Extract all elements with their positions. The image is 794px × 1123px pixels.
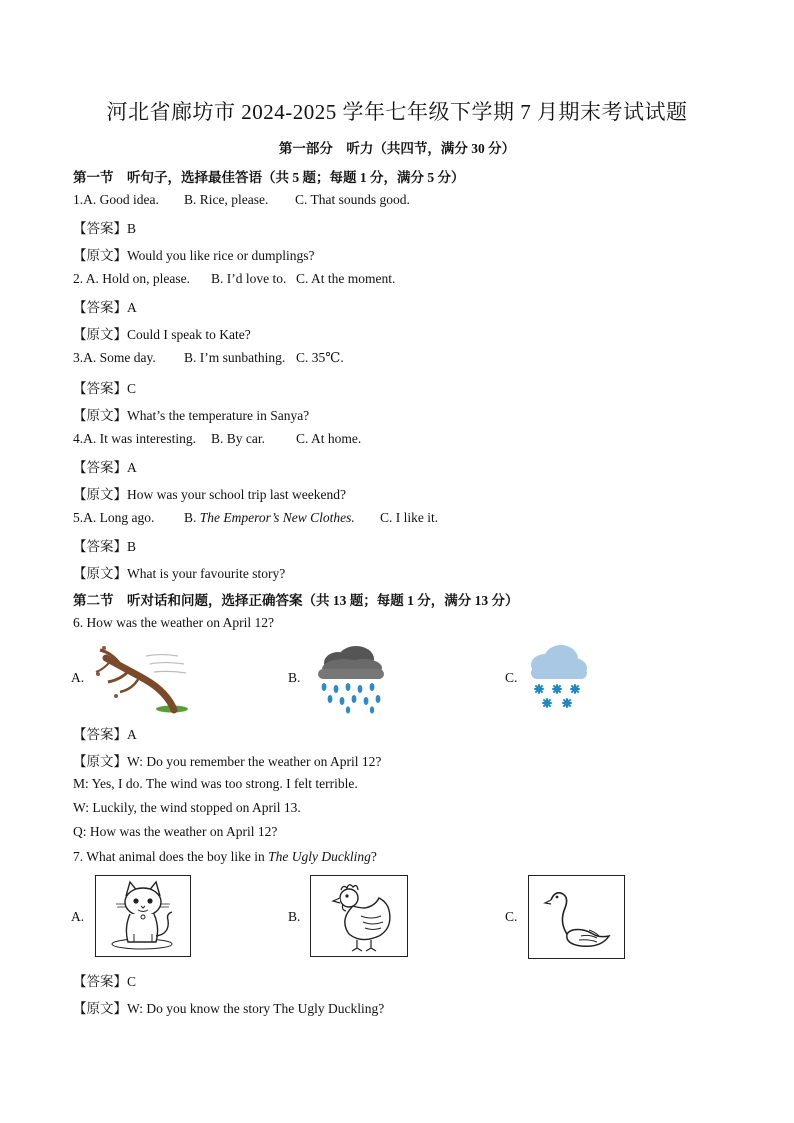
q6-label-a: A.: [71, 670, 85, 685]
dialogue-6-line-3: Q: How was the weather on April 12?: [73, 824, 278, 839]
windy-tree-picture: [94, 644, 190, 714]
q6-label-c: C.: [505, 670, 518, 685]
question-6: 6. How was the weather on April 12?: [73, 615, 274, 630]
q7-text: 7. What animal does the boy like in: [73, 849, 269, 864]
q7-label-a: A.: [71, 909, 85, 924]
transcript-6: 【原文】W: Do you remember the weather on April 12?: [73, 754, 382, 769]
answer-6: 【答案】A: [73, 727, 137, 742]
question-7: [73, 849, 377, 865]
cat-icon: [96, 876, 190, 956]
q7-question-mark: ?: [370, 849, 377, 864]
q3-option-a: 3.A. Some day.: [73, 350, 156, 365]
q1-option-b: B. Rice, please.: [184, 192, 269, 207]
q4-option-a: 4.A. It was interesting.: [73, 431, 196, 446]
q5-option-a: 5.A. Long ago.: [73, 510, 155, 525]
q7-label-c: C.: [505, 909, 518, 924]
q7-label-b: B.: [288, 909, 301, 924]
swan-picture: [528, 875, 625, 959]
answer-4: 【答案】A: [73, 460, 137, 475]
section2-heading: 第二节 听对话和问题，选择正确答案（共 13 题；每题 1 分，满分 13 分）: [73, 593, 519, 608]
transcript-7: 【原文】W: Do you know the story The Ugly Duckling?: [73, 1001, 385, 1016]
q2-option-a: 2. A. Hold on, please.: [73, 271, 190, 286]
q1-option-a: 1.A. Good idea.: [73, 192, 159, 207]
dialogue-6-line-2: W: Luckily, the wind stopped on April 13.: [73, 800, 301, 815]
q3-option-c: C. 35℃.: [296, 350, 344, 365]
question-5: [73, 510, 438, 526]
snow-cloud-icon: [525, 641, 589, 713]
dialogue-6-line-1: M: Yes, I do. The wind was too strong. I felt terrible.: [73, 776, 358, 791]
hen-icon: [311, 876, 407, 956]
windy-tree-icon: [94, 644, 190, 714]
answer-1: 【答案】B: [73, 221, 137, 236]
section1-heading: 第一节 听句子，选择最佳答语（共 5 题；每题 1 分，满分 5 分）: [73, 170, 465, 185]
question-2: [73, 271, 395, 287]
q4-option-b: B. By car.: [211, 431, 265, 446]
q2-option-b: B. I’d love to.: [211, 271, 287, 286]
snow-cloud-picture: [525, 641, 589, 713]
q5-option-b-title: The Emperor’s New Clothes.: [199, 510, 355, 525]
q5-option-b-letter: B.: [184, 510, 200, 525]
q6-label-b: B.: [288, 670, 301, 685]
q7-story-title: The Ugly Duckling: [268, 849, 371, 864]
document-title: 河北省廊坊市 2024-2025 学年七年级下学期 7 月期末考试试题: [106, 100, 688, 124]
answer-7: 【答案】C: [73, 974, 137, 989]
question-1: [73, 192, 410, 208]
answer-5: 【答案】B: [73, 539, 137, 554]
cat-picture: [95, 875, 191, 957]
q1-option-c: C. That sounds good.: [295, 192, 410, 207]
transcript-1: 【原文】Would you like rice or dumplings?: [73, 248, 315, 263]
q3-option-b: B. I’m sunbathing.: [184, 350, 286, 365]
transcript-5: 【原文】What is your favourite story?: [73, 566, 286, 581]
q4-option-c: C. At home.: [296, 431, 362, 446]
rain-cloud-icon: [308, 641, 386, 715]
answer-3: 【答案】C: [73, 381, 137, 396]
transcript-3: 【原文】What’s the temperature in Sanya?: [73, 408, 310, 423]
q5-option-c: C. I like it.: [380, 510, 439, 525]
transcript-4: 【原文】How was your school trip last weekend?: [73, 487, 346, 502]
swan-icon: [529, 876, 624, 958]
question-3: [73, 350, 344, 366]
hen-picture: [310, 875, 408, 957]
part-heading: 第一部分 听力（共四节，满分 30 分）: [278, 141, 516, 156]
transcript-2: 【原文】Could I speak to Kate?: [73, 327, 251, 342]
q2-option-c: C. At the moment.: [296, 271, 396, 286]
question-4: [73, 431, 361, 447]
rain-cloud-picture: [308, 641, 386, 715]
q5-option-b: [184, 510, 380, 526]
answer-2: 【答案】A: [73, 300, 137, 315]
